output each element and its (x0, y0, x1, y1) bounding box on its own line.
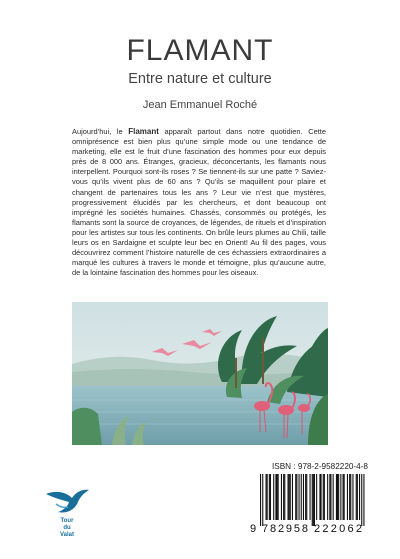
book-title: FLAMANT (126, 34, 274, 67)
summary-body: apparaît partout dans notre quotidien. Cette omniprésence est bien plus qu’une simple mode ou une tendance de marketing, elle est le fruit d’une fascination des hommes pour eux depuis près de 8 000 ans. Étranges, gracieux, déconcertants, les flamants nous interpellent. Pourquoi sont-ils roses ? Se tiennent-ils sur une patte ? Saviez-vous qu’ils vivent plus de 60 ans ? Qu’ils se maquillent pour plaire et changent de partenaires tous les ans ? Leur vie n’est que mystères, progressivement élucidés par les chercheurs, et dont beaucoup ont imprégné les sociétés humaines. Chassés, consommés ou protégés, les flamants sont la source de croyances, de légendes, de rituels et d’inspiration pour les artistes sur tous les continents. On brûle leurs plumes au Chili, taille leurs os en Sardaigne et sculpte leur bec en Orient! Au fil des pages, vous découvrirez comment l’histoire naturelle de ces échassiers extraordinaires a marqué les cultures à travers le monde et témoigne, plus qu’aucune autre, de la lointaine fascination des hommes pour les oiseaux. (72, 127, 326, 278)
summary-intro: Aujourd’hui, le (72, 127, 129, 136)
barcode-bar (312, 474, 313, 526)
barcode-bar (306, 474, 307, 520)
barcode-bar (319, 474, 320, 520)
barcode-bar (336, 474, 337, 520)
barcode-bar (267, 474, 268, 520)
barcode-bar (303, 474, 304, 520)
barcode-bar (273, 474, 274, 520)
barcode-bar (324, 474, 325, 520)
barcode-bar (357, 474, 358, 520)
barcode-bar (262, 474, 263, 526)
barcode-bar (270, 474, 271, 520)
barcode-bar (321, 474, 322, 520)
isbn-label: ISBN : 978-2-9582220-4-8 (271, 462, 368, 471)
barcode-bar (284, 474, 285, 520)
logo-line-1: Tour (60, 518, 74, 524)
barcode-bar (350, 474, 351, 520)
barcode-right-digits: 222062 (314, 523, 362, 534)
book-author: Jean Emmanuel Roché (142, 99, 258, 111)
barcode-left-digits: 782958 (262, 523, 308, 534)
barcode-bar (301, 474, 302, 520)
barcode-bar (361, 474, 362, 526)
barcode-bar (296, 474, 297, 520)
bird-logo-icon (42, 484, 92, 518)
summary-highlight: Flamant (128, 127, 159, 136)
barcode-bar (305, 474, 306, 520)
barcode-bar (281, 474, 282, 520)
barcode-bar (333, 474, 334, 520)
barcode-bar (269, 474, 270, 520)
isbn-barcode (248, 474, 370, 534)
barcode-bar (330, 474, 331, 520)
barcode-bar (314, 474, 315, 526)
book-subtitle: Entre nature et culture (128, 71, 272, 87)
barcode-bar (323, 474, 324, 520)
barcode-bar (283, 474, 284, 520)
barcode-bar (313, 474, 314, 526)
logo-line-2: du (63, 525, 71, 531)
barcode-bar (292, 474, 293, 520)
barcode-bar (289, 474, 290, 520)
barcode-bar (340, 474, 341, 520)
barcode-lead-digit: 9 (250, 523, 257, 534)
barcode-bar (347, 474, 348, 520)
barcode-bar (329, 474, 330, 520)
logo-line-3: Valat (59, 532, 74, 538)
barcode-bar (278, 474, 279, 520)
barcode-bar (327, 474, 328, 520)
barcode-bar (337, 474, 338, 520)
barcode-bar (344, 474, 345, 520)
barcode-bar (363, 474, 364, 526)
barcode-bar (338, 474, 339, 520)
barcode-bar (260, 474, 261, 526)
barcode-bar (343, 474, 344, 520)
flamingo-painting (72, 302, 328, 445)
barcode-bar (299, 474, 300, 520)
back-cover-summary (72, 127, 326, 278)
barcode-bar (352, 474, 353, 520)
barcode-bar (356, 474, 357, 520)
barcode-bar (275, 474, 276, 520)
barcode-bar (359, 474, 360, 520)
barcode-bar (349, 474, 350, 520)
barcode-bar (288, 474, 289, 520)
publisher-logo (42, 484, 92, 544)
barcode-bar (316, 474, 317, 520)
barcode-bar (295, 474, 296, 520)
barcode-bar (290, 474, 291, 520)
barcode-bar (277, 474, 278, 520)
barcode-bar (266, 474, 267, 520)
barcode-bar (310, 474, 311, 520)
